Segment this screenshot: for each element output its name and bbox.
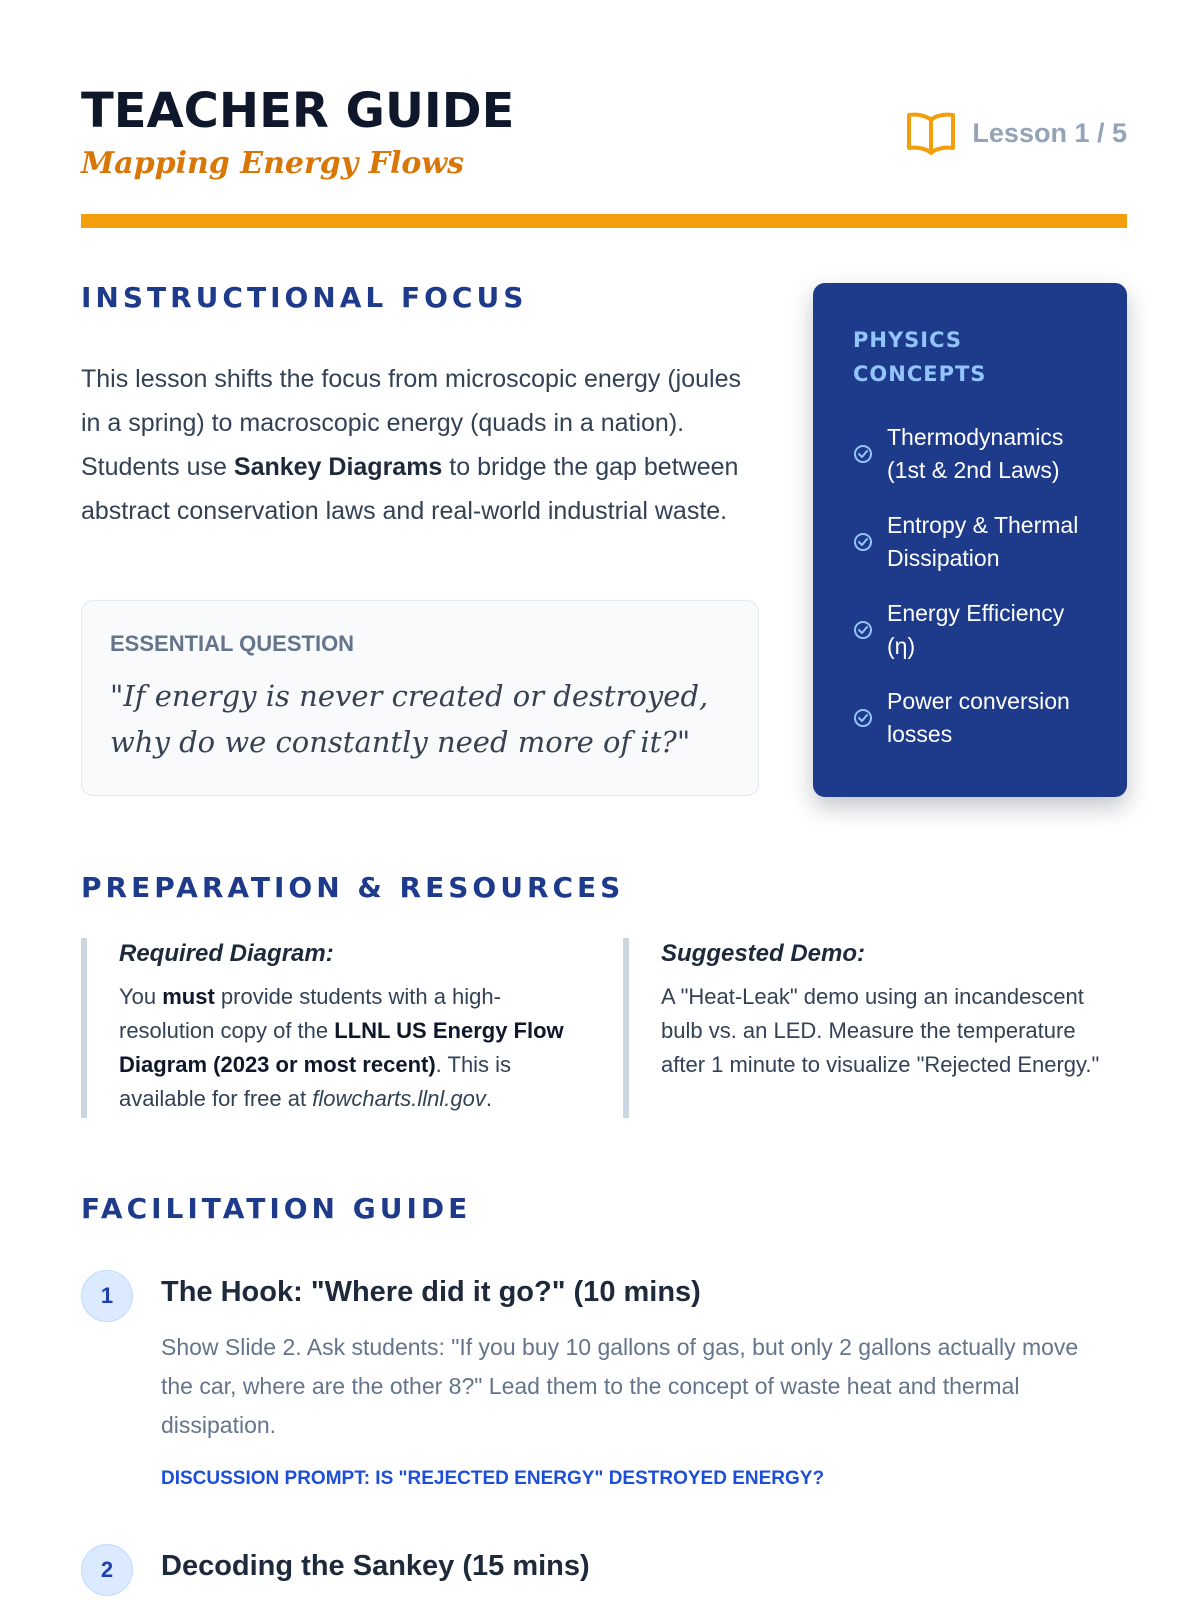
book-open-icon [906,110,956,156]
suggested-demo-text: A "Heat-Leak" demo using an incandescent bulb vs. an LED. Measure the temperature after 1 minute to visualize "Rejected Energy." [661,984,1100,1077]
step-number-badge: 2 [81,1544,133,1596]
section-heading-facilitation: FACILITATION GUIDE [81,1192,472,1225]
required-diagram-title: Required Diagram: [119,940,334,967]
step-title: Decoding the Sankey (15 mins) [161,1550,590,1582]
suggested-demo-title: Suggested Demo: [661,940,866,967]
concept-list [853,421,1087,751]
page-subtitle: Mapping Energy Flows [81,146,465,181]
page-title: TEACHER GUIDE [81,83,515,139]
concept-text: Thermodynamics (1st & 2nd Laws) [887,424,1064,483]
section-heading-preparation: PREPARATION & RESOURCES [81,871,625,904]
concept-text: Power conversion losses [887,688,1070,747]
check-circle-icon [853,620,873,640]
section-heading-instructional-focus: INSTRUCTIONAL FOCUS [81,281,528,314]
text-bold: must [162,984,215,1009]
focus-text-start: This lesson shifts the focus from microscopic energy (joules in a spring) to macroscopic energy (quads in a nation). Students use [81,365,741,481]
header-rule [81,214,1127,228]
focus-text-end: to bridge the gap between abstract conservation laws and real-world industrial waste. [81,453,739,525]
concept-item [853,685,1087,751]
suggested-demo-block [623,938,1123,1118]
concept-item [853,509,1087,575]
discussion-prompt: DISCUSSION PROMPT: IS "REJECTED ENERGY" DESTROYED ENERGY? [161,1468,825,1489]
concept-text: Entropy & Thermal Dissipation [887,512,1079,571]
focus-text-bold: Sankey Diagrams [233,453,443,481]
step-number-badge: 1 [81,1270,133,1322]
required-diagram-text [119,980,581,1116]
text-span: provide students with a high-resolution copy of the [119,984,501,1043]
essential-question-quote: "If energy is never created or destroyed, why do we constantly need more of it?" [110,679,709,759]
step-body: Show Slide 2. Ask students: "If you buy 10 gallons of gas, but only 2 gallons actually move the car, where are the other 8?" Lead them to the concept of waste heat and thermal dissipation. [161,1334,1079,1438]
physics-concepts-card [813,283,1127,797]
concept-text: Energy Efficiency (η) [887,600,1065,659]
text-span: . [485,1086,492,1111]
page-header [81,82,1127,228]
step-title: The Hook: "Where did it go?" (10 mins) [161,1276,701,1308]
text-span: . This is available for free at [119,1052,512,1111]
essential-question-label: ESSENTIAL QUESTION [110,631,355,656]
check-circle-icon [853,708,873,728]
text-span: You [119,984,163,1009]
focus-paragraph [81,357,761,533]
lesson-label: Lesson 1 / 5 [972,117,1127,148]
check-circle-icon [853,444,873,464]
text-bold: LLNL US Energy Flow Diagram (2023 or most recent) [119,1018,564,1077]
lesson-indicator [906,110,1127,156]
concept-item [853,597,1087,663]
check-circle-icon [853,532,873,552]
essential-question-box [81,600,759,796]
concepts-title: PHYSICS CONCEPTS [853,328,987,386]
resource-link[interactable]: flowcharts.llnl.gov [312,1086,486,1111]
teacher-guide-page [81,0,1127,1600]
concept-item [853,421,1087,487]
required-diagram-block [81,938,581,1118]
